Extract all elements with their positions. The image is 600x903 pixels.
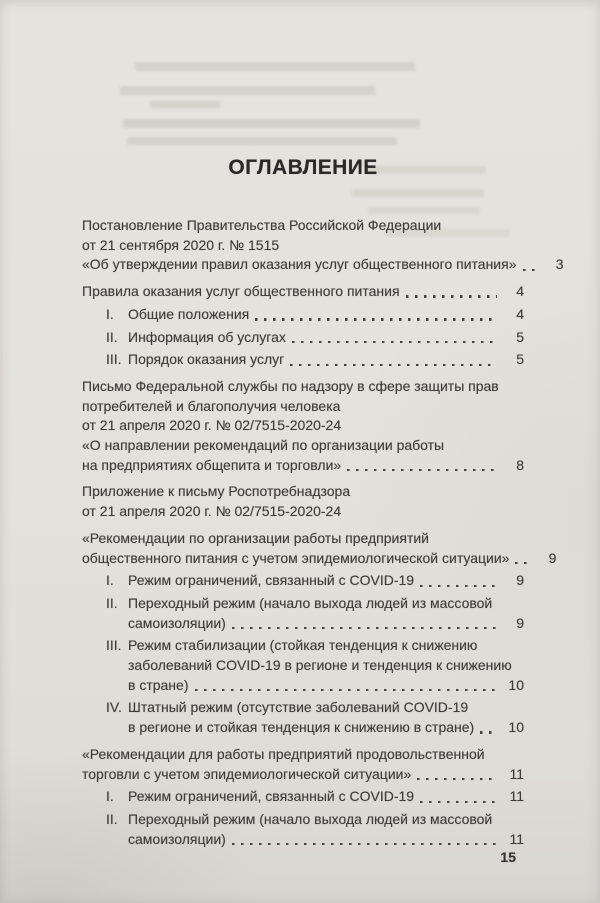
page-ref: 3 [555,256,564,273]
item-numeral: II. [106,810,118,827]
toc-entry [82,216,564,275]
dot-leader [523,269,537,271]
toc-item [82,787,524,807]
page-ref: 10 [508,719,524,736]
toc-line [106,594,524,614]
item-numeral: I. [106,305,114,322]
page-ref: 4 [516,283,524,300]
item-numeral: III. [106,637,122,654]
toc-item [82,698,524,737]
bleedthrough-line [135,62,415,71]
dot-leader [255,318,497,320]
page-ref: 9 [548,549,557,566]
toc-line [106,636,524,656]
page-ref: 5 [516,328,524,345]
toc-line-text: «О направлении рекомендаций по организации работы [82,437,445,454]
page-ref: 4 [516,305,524,322]
dot-leader [290,364,497,366]
bleedthrough-line [150,101,220,108]
toc-entry [82,377,524,476]
toc-line [82,236,524,256]
toc-entry [82,282,524,302]
toc-line-text: торговли с учетом эпидемиологической ситуации» [82,765,412,782]
toc-line [82,549,557,569]
item-numeral: III. [106,351,122,368]
toc-line-text: на предприятиях общепита и торговли» [82,456,342,473]
page-ref: 8 [516,456,524,473]
page-ref: 9 [516,614,524,631]
toc-line-text: Письмо Федеральной службы по надзору в сфере защиты прав [82,377,499,394]
toc-line-text: Постановление Правительства Российской Федерации [82,217,442,233]
toc-line-text: Правила оказания услуг общественного питания [82,283,400,300]
dot-leader [420,585,497,587]
dot-leader [292,341,497,343]
toc-item [82,636,524,695]
toc-line-text: общественного питания с учетом эпидемиологической ситуации» [82,549,510,566]
dot-leader [480,731,497,733]
dot-leader [347,469,497,471]
toc-line-text: в стране) [128,676,189,693]
toc-line [106,698,524,718]
item-numeral: I. [106,788,114,805]
toc-line-text: Режим стабилизации (стойкая тенденция к снижению [128,637,478,654]
item-numeral: II. [106,594,118,611]
page-ref: 11 [509,830,524,847]
toc-line [82,436,524,456]
page-number: 15 [500,849,516,865]
bleedthrough-line [127,137,397,145]
page-ref: 10 [508,676,524,693]
toc-line [82,502,524,522]
toc-line [106,350,524,370]
toc-line-text: самоизоляции) [128,614,226,631]
toc-line-text: от 21 сентября 2020 г. № 1515 [82,236,280,253]
toc-line-text: потребителей и благополучия человека [82,397,341,414]
toc-line [106,787,524,807]
toc-line [106,614,524,634]
toc-line-text: заболеваний COVID-19 в регионе и тенденция к снижению [128,657,512,674]
toc-entry [82,529,557,568]
toc-line-text: от 21 апреля 2020 г. № 02/7515-2020-24 [82,417,342,434]
toc-entry [82,482,524,521]
bleedthrough-line [123,119,420,128]
toc-line [82,529,524,549]
toc-item [82,305,524,325]
toc-line-text: «Об утверждении правил оказания услуг общественного питания» [82,256,517,273]
toc-line [106,328,524,348]
toc-line-text: от 21 апреля 2020 г. № 02/7515-2020-24 [82,503,342,520]
toc-line-text: Приложение к письму Роспотребнадзора [82,483,351,500]
toc-line [82,282,524,302]
dot-leader [232,843,497,845]
toc-line-text: Порядок оказания услуг [128,351,285,368]
bleedthrough-line [120,86,375,95]
item-numeral: I. [106,572,114,589]
toc-item [82,810,524,849]
toc-line-text: Переходный режим (начало выхода людей из массовой [128,810,493,827]
toc-line [106,830,524,850]
page-content [82,156,564,849]
toc-item [82,328,524,348]
toc-line [82,397,524,417]
toc-line-text: Режим ограничений, связанный с COVID-19 [128,788,415,805]
toc-line [82,377,524,397]
toc-line-text: самоизоляции) [128,830,226,847]
toc-line [82,456,524,476]
page-ref: 9 [516,572,524,589]
toc-entry [82,745,524,784]
dot-leader [417,778,497,780]
toc-line [106,571,524,591]
dot-leader [195,689,498,691]
toc-line [82,416,524,436]
toc-line [82,482,524,502]
toc-line [106,656,524,676]
toc-line [106,305,524,325]
toc-item [82,571,524,591]
toc-line-text: Общие положения [128,305,250,322]
toc-item [82,350,524,370]
toc-line [82,745,524,765]
dot-leader [515,562,529,564]
toc-line [82,765,524,785]
toc-item [82,594,524,633]
item-numeral: IV. [106,699,122,716]
toc-line [106,718,524,738]
toc-line-text: Режим ограничений, связанный с COVID-19 [128,572,415,589]
toc-line-text: Переходный режим (начало выхода людей из массовой [128,594,493,611]
toc-line-text: «Рекомендации по организации работы предприятий [82,529,429,546]
page-title: ОГЛАВЛЕНИЕ [228,156,378,179]
toc-line-text: Информация об услугах [128,328,286,345]
dot-leader [232,627,497,629]
toc-line [82,216,524,236]
toc-line [106,676,524,696]
page-ref: 5 [516,351,524,368]
page-ref: 11 [509,765,524,782]
toc-line-text: в регионе и стойкая тенденция к снижению в стране) [128,719,475,736]
toc-line-text: Штатный режим (отсутствие заболеваний COVID-19 [128,699,469,716]
toc [82,216,564,849]
toc-line [106,810,524,830]
dot-leader [406,295,497,297]
toc-line [82,255,564,275]
toc-line-text: «Рекомендации для работы предприятий продовольственной [82,745,485,762]
dot-leader [420,801,497,803]
item-numeral: II. [106,328,118,345]
page-ref: 11 [509,788,524,805]
